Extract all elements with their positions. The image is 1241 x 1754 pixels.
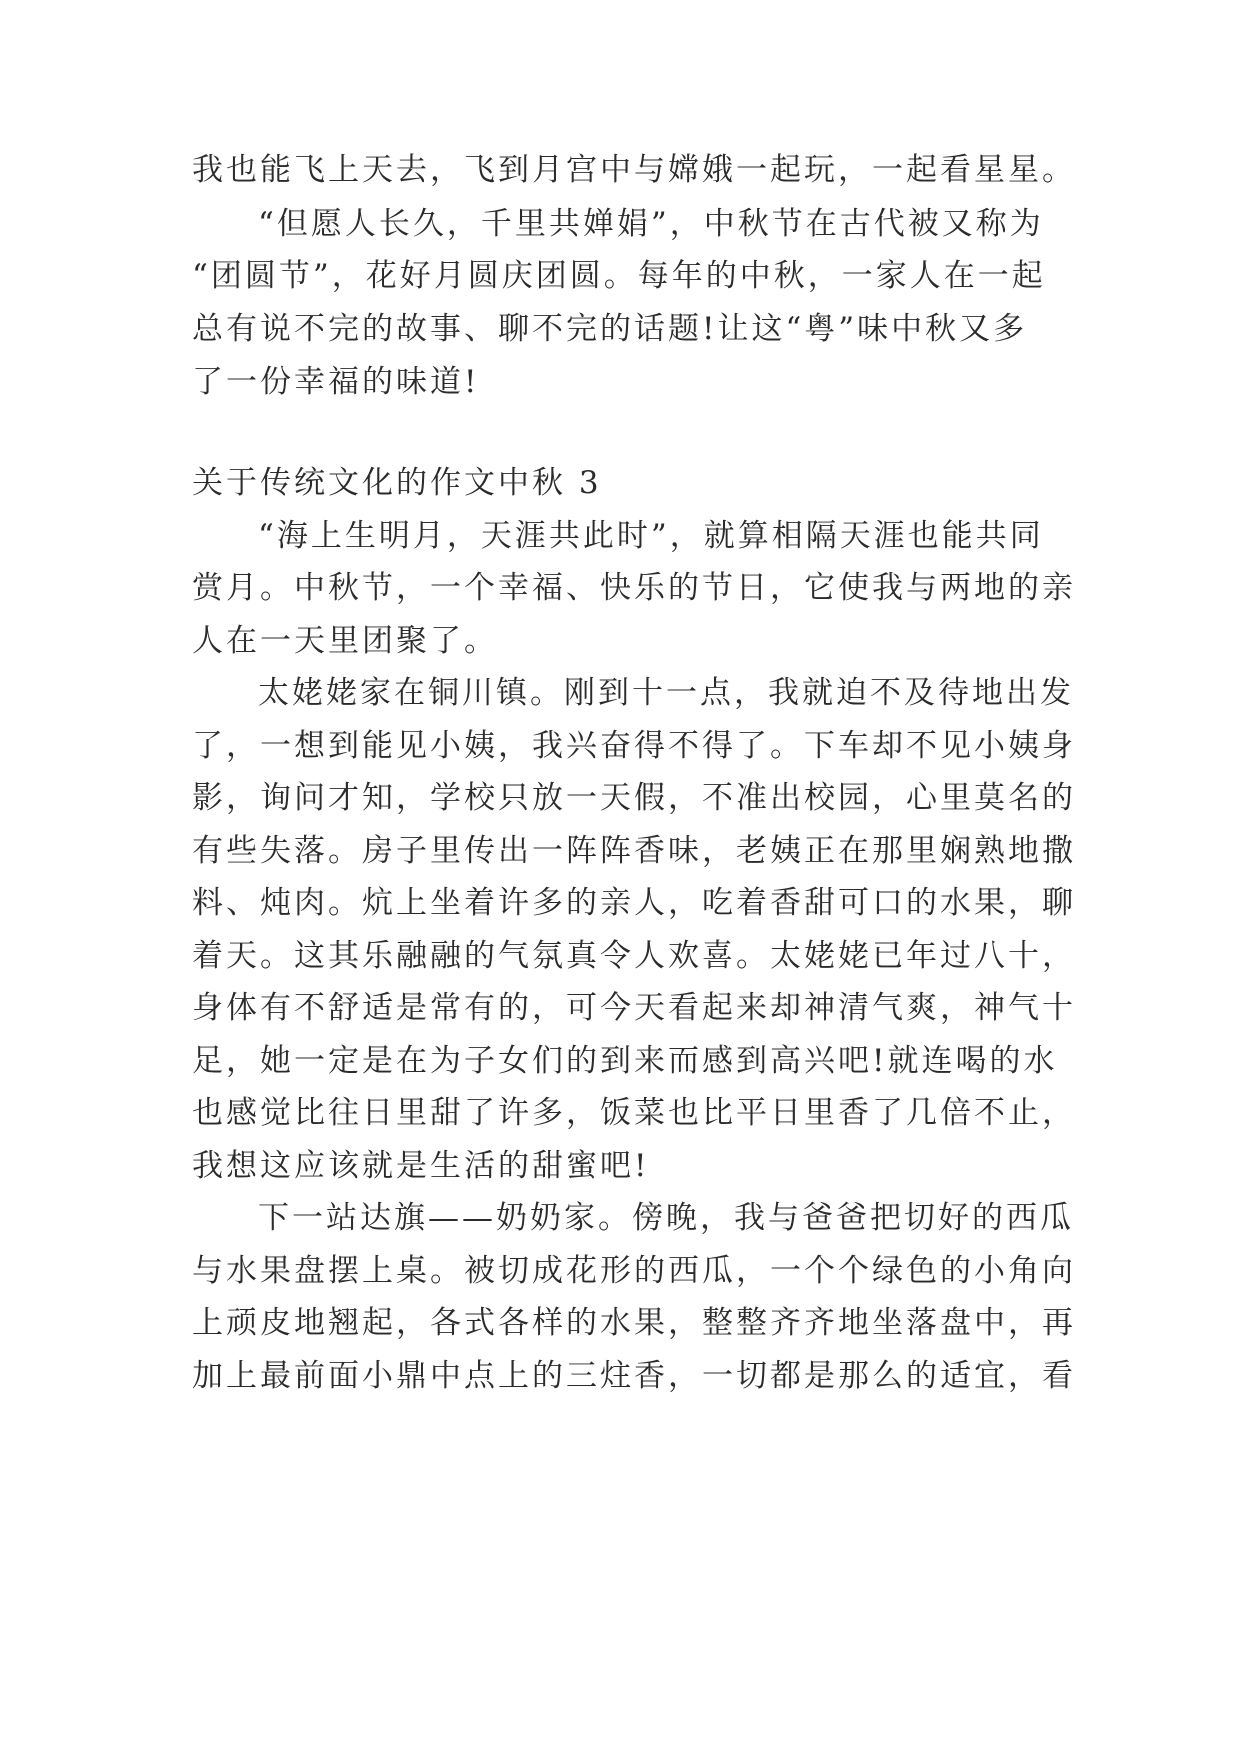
paragraph-line: “海上生明月，天涯共此时”，就算相隔天涯也能共同 [258, 518, 1044, 554]
paragraph-line: “团圆节”，花好月圆庆团圆。每年的中秋，一家人在一起 [192, 258, 1046, 294]
paragraph-line: 足，她一定是在为子女们的到来而感到高兴吧!就连喝的水 [192, 1043, 1058, 1079]
paragraph-line: 赏月。中秋节，一个幸福、快乐的节日，它使我与两地的亲 [192, 570, 1076, 606]
paragraph-line: 身体有不舒适是常有的，可今天看起来却神清气爽，神气十 [192, 990, 1076, 1026]
paragraph-line: 着天。这其乐融融的气氛真令人欢喜。太姥姥已年过八十， [192, 938, 1076, 974]
paragraph-line: 与水果盘摆上桌。被切成花形的西瓜，一个个绿色的小角向 [192, 1253, 1076, 1289]
paragraph-line: 太姥姥家在铜川镇。刚到十一点，我就迫不及待地出发 [258, 675, 1074, 711]
paragraph-line: 也感觉比往日里甜了许多，饭菜也比平日里香了几倍不止， [192, 1095, 1076, 1131]
paragraph-line: 料、炖肉。炕上坐着许多的亲人，吃着香甜可口的水果，聊 [192, 885, 1076, 921]
paragraph-line: 总有说不完的故事、聊不完的话题!让这“粤”味中秋又多 [192, 311, 1028, 347]
paragraph-line: 了，一想到能见小姨，我兴奋得不得了。下车却不见小姨身 [192, 728, 1076, 764]
section-heading: 关于传统文化的作文中秋 3 [192, 465, 602, 501]
paragraph-line: “但愿人长久，千里共婵娟”，中秋节在古代被又称为 [258, 206, 1044, 242]
paragraph-line: 影，询问才知，学校只放一天假，不准出校园，心里莫名的 [192, 780, 1076, 816]
paragraph-line: 上顽皮地翘起，各式各样的水果，整整齐齐地坐落盘中，再 [192, 1305, 1076, 1341]
paragraph-line: 人在一天里团聚了。 [192, 623, 498, 659]
paragraph-line: 我想这应该就是生活的甜蜜吧! [192, 1148, 650, 1184]
paragraph-line: 有些失落。房子里传出一阵阵香味，老姨正在那里娴熟地撒 [192, 833, 1076, 869]
paragraph-line: 下一站达旗——奶奶家。傍晚，我与爸爸把切好的西瓜 [258, 1200, 1074, 1236]
paragraph-line: 我也能飞上天去，飞到月宫中与嫦娥一起玩，一起看星星。 [192, 152, 1076, 188]
paragraph-line: 了一份幸福的味道! [192, 364, 480, 400]
paragraph-line: 加上最前面小鼎中点上的三炷香，一切都是那么的适宜，看 [192, 1358, 1076, 1394]
